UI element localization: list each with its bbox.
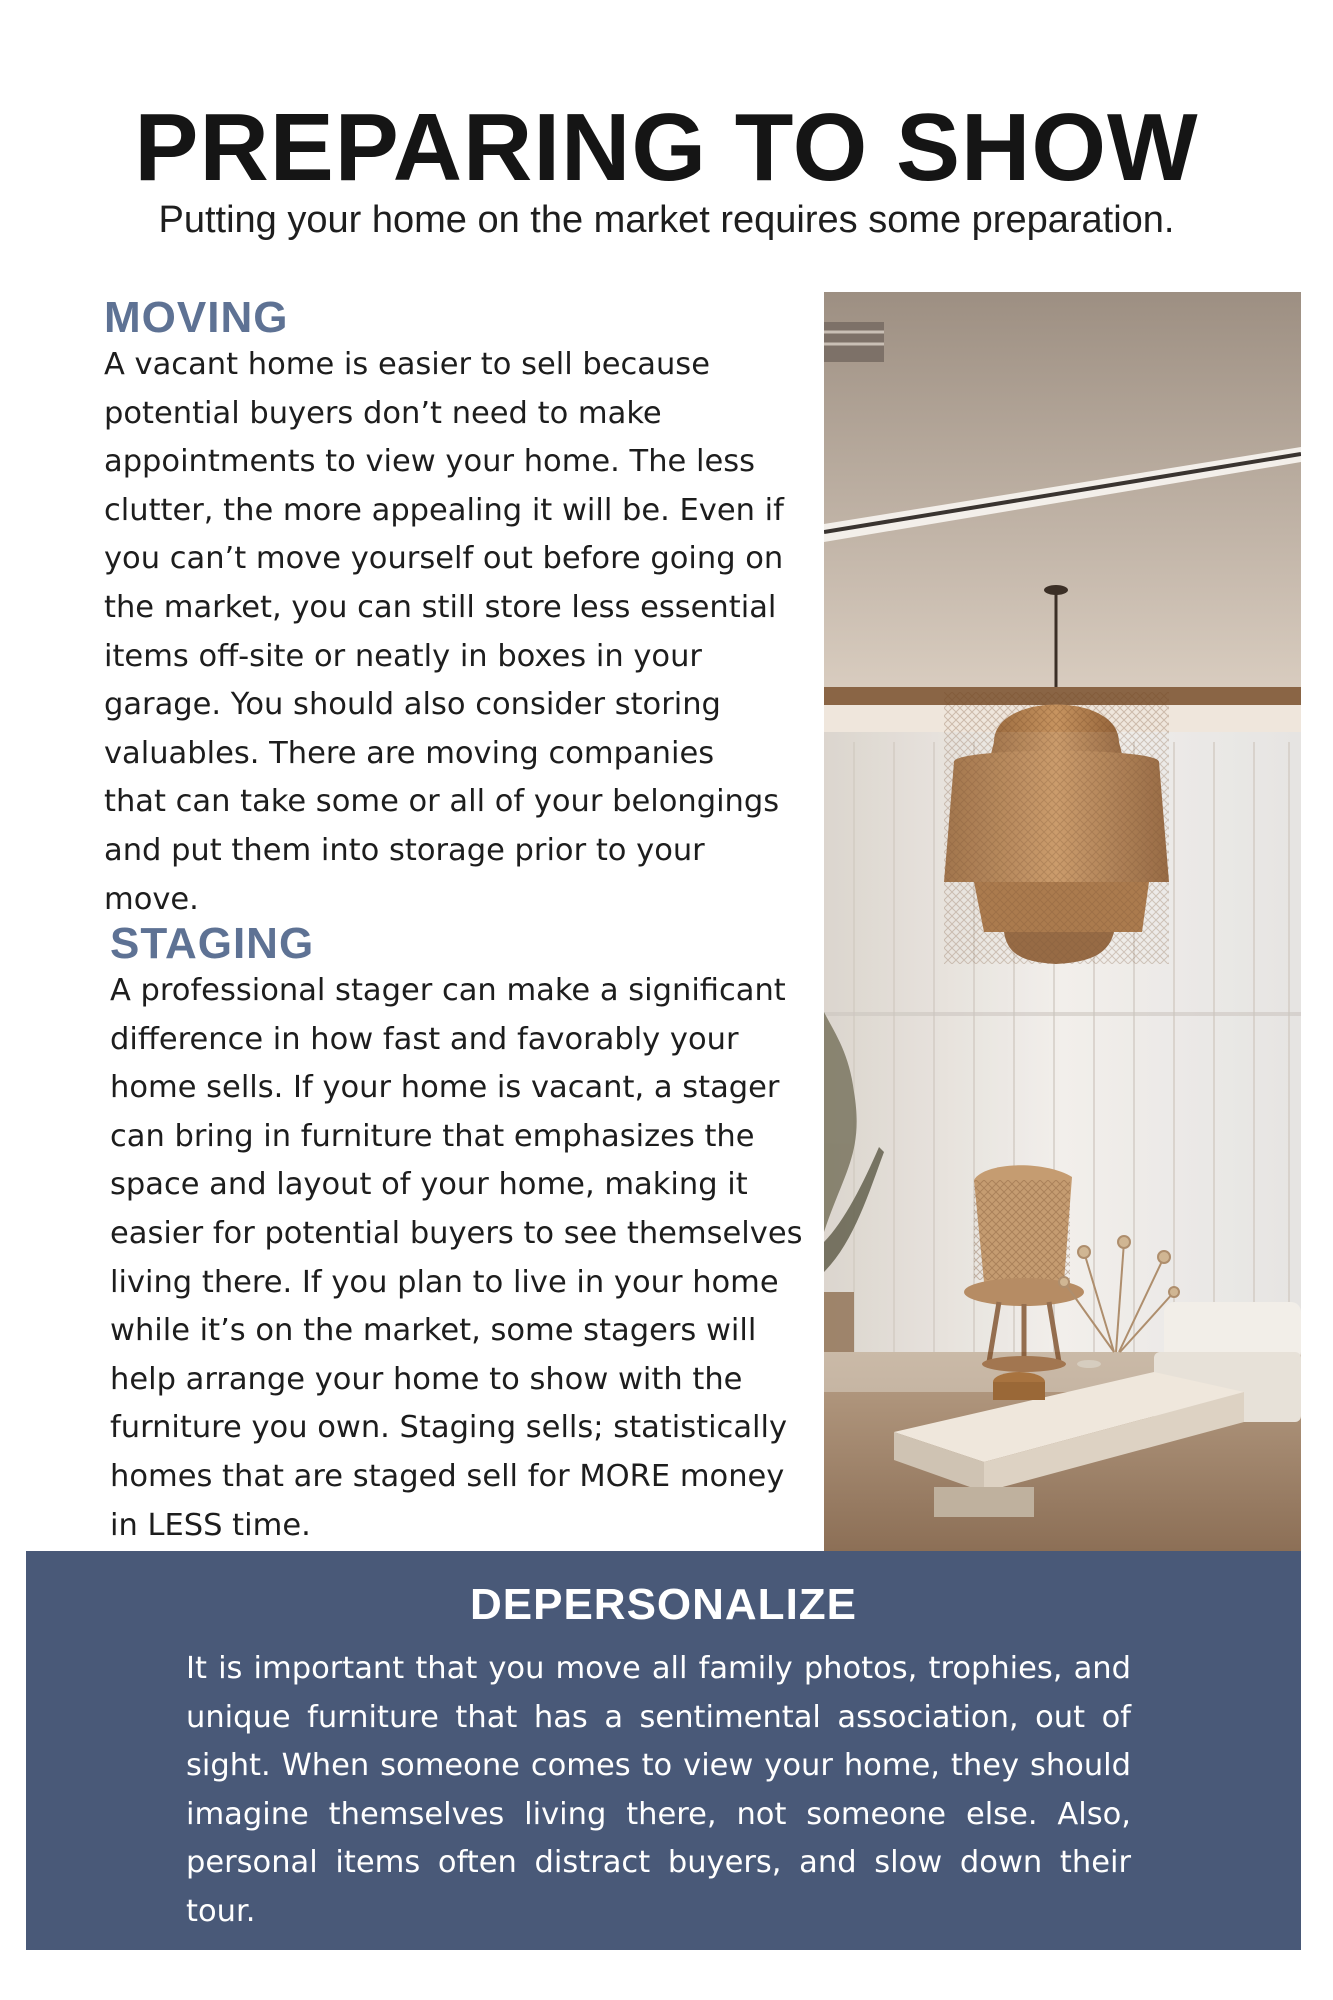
- depersonalize-paragraph: It is important that you move all family photos, trophies, and unique furniture that has a sentimental association, out of sight. When someone comes to view your home, they should imagine themselves living there, not someone else. Also, personal items often distract buyers, and slow down their tour.: [186, 1651, 1131, 1929]
- staging-paragraph: A professional stager can make a significant difference in how fast and favorably your home sells. If your home is vacant, a stager can bring in furniture that emphasizes the space and layout of your home, making it easier for potential buyers to see themselves living there. If you plan to live in your home while it’s on the market, some stagers will help arrange your home to show with the furniture you own. Staging sells; statistically homes that are staged sell for MORE money in LESS time.: [110, 973, 803, 1543]
- page-subtitle: Putting your home on the market requires some preparation.: [158, 199, 1175, 241]
- living-room-photo: [824, 292, 1301, 1551]
- depersonalize-heading: DEPERSONALIZE: [469, 1580, 858, 1629]
- moving-paragraph: A vacant home is easier to sell because potential buyers don’t need to make appointments to view your home. The less clutter, the more appealing it will be. Even if you can’t move yourself out before going on the market, you can still store less essential items off-site or neatly in boxes in your garage. You should also consider storing valuables. There are moving companies that can take some or all of your belongings and put them into storage prior to your move.: [104, 347, 784, 917]
- staging-heading: STAGING: [110, 919, 315, 968]
- page-title: PREPARING TO SHOW: [134, 94, 1199, 201]
- moving-heading: MOVING: [104, 293, 289, 342]
- depersonalize-band: [26, 1551, 1301, 1950]
